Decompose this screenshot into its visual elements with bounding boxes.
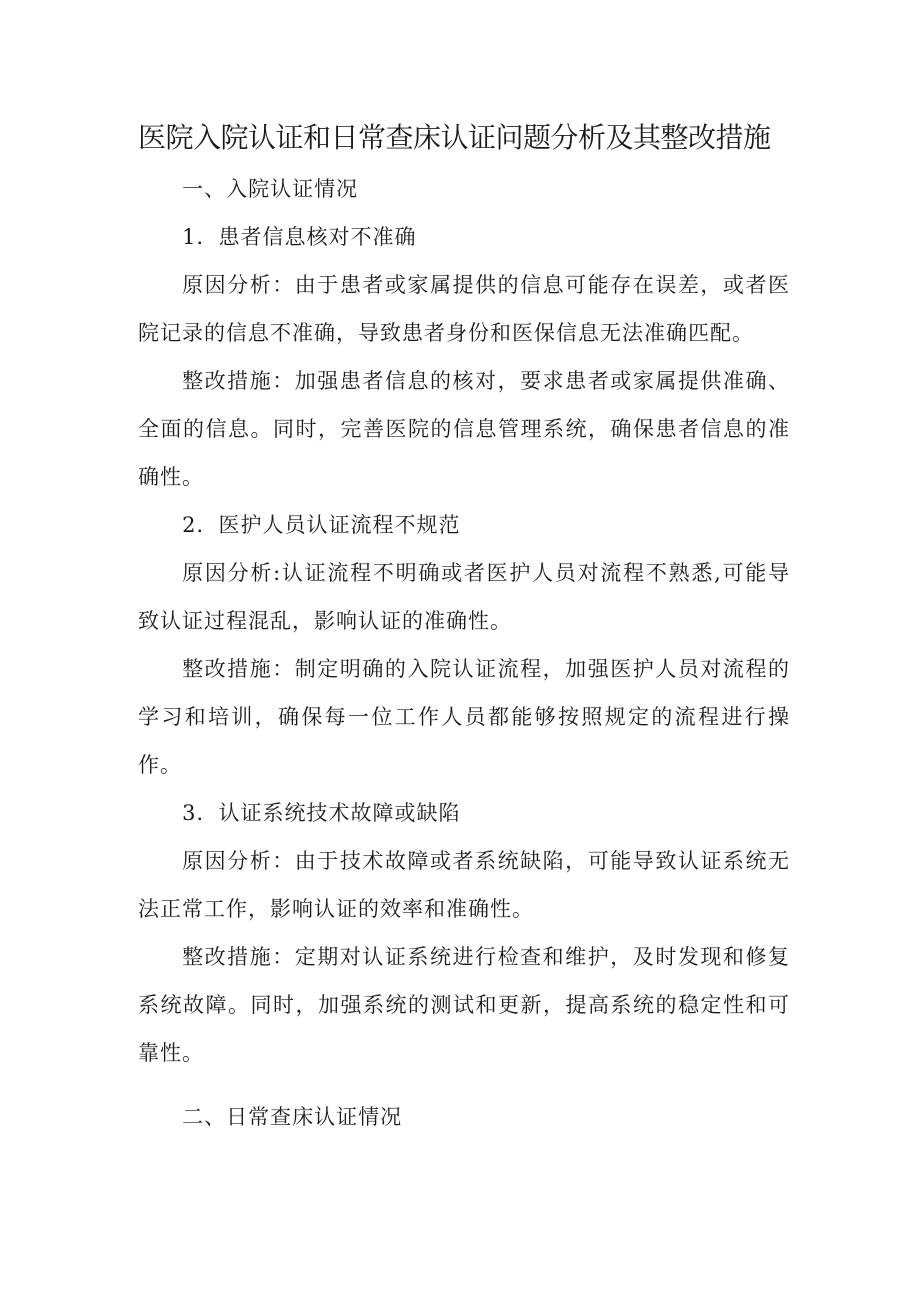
subheading-staff-process: 2．医护人员认证流程不规范 — [182, 513, 461, 537]
document-title: 医院入院认证和日常查床认证问题分析及其整改措施 — [138, 121, 771, 154]
section-heading-admission: 一、入院认证情况 — [182, 177, 359, 201]
section-heading-ward-round: 二、日常查床认证情况 — [182, 1105, 403, 1129]
subheading-patient-info: 1．患者信息核对不准确 — [182, 225, 417, 249]
subheading-system-fault: 3．认证系统技术故障或缺陷 — [182, 801, 461, 825]
paragraph-measure-3: 整改措施：定期对认证系统进行检查和维护，及时发现和修复系统故障。同时，加强系统的测试和更新，提高系统的稳定性和可靠性。 — [138, 945, 790, 1065]
paragraph-measure-2: 整改措施：制定明确的入院认证流程，加强医护人员对流程的学习和培训，确保每一位工作人员都能够按照规定的流程进行操作。 — [138, 657, 790, 777]
paragraph-measure-1: 整改措施：加强患者信息的核对，要求患者或家属提供准确、全面的信息。同时，完善医院的信息管理系统，确保患者信息的准确性。 — [138, 369, 790, 489]
paragraph-cause-2: 原因分析:认证流程不明确或者医护人员对流程不熟悉,可能导致认证过程混乱，影响认证的准确性。 — [138, 561, 790, 633]
document-body — [138, 165, 790, 1141]
paragraph-cause-1: 原因分析：由于患者或家属提供的信息可能存在误差，或者医院记录的信息不准确，导致患者身份和医保信息无法准确匹配。 — [138, 273, 790, 345]
paragraph-cause-3: 原因分析：由于技术故障或者系统缺陷，可能导致认证系统无法正常工作，影响认证的效率和准确性。 — [138, 849, 790, 921]
